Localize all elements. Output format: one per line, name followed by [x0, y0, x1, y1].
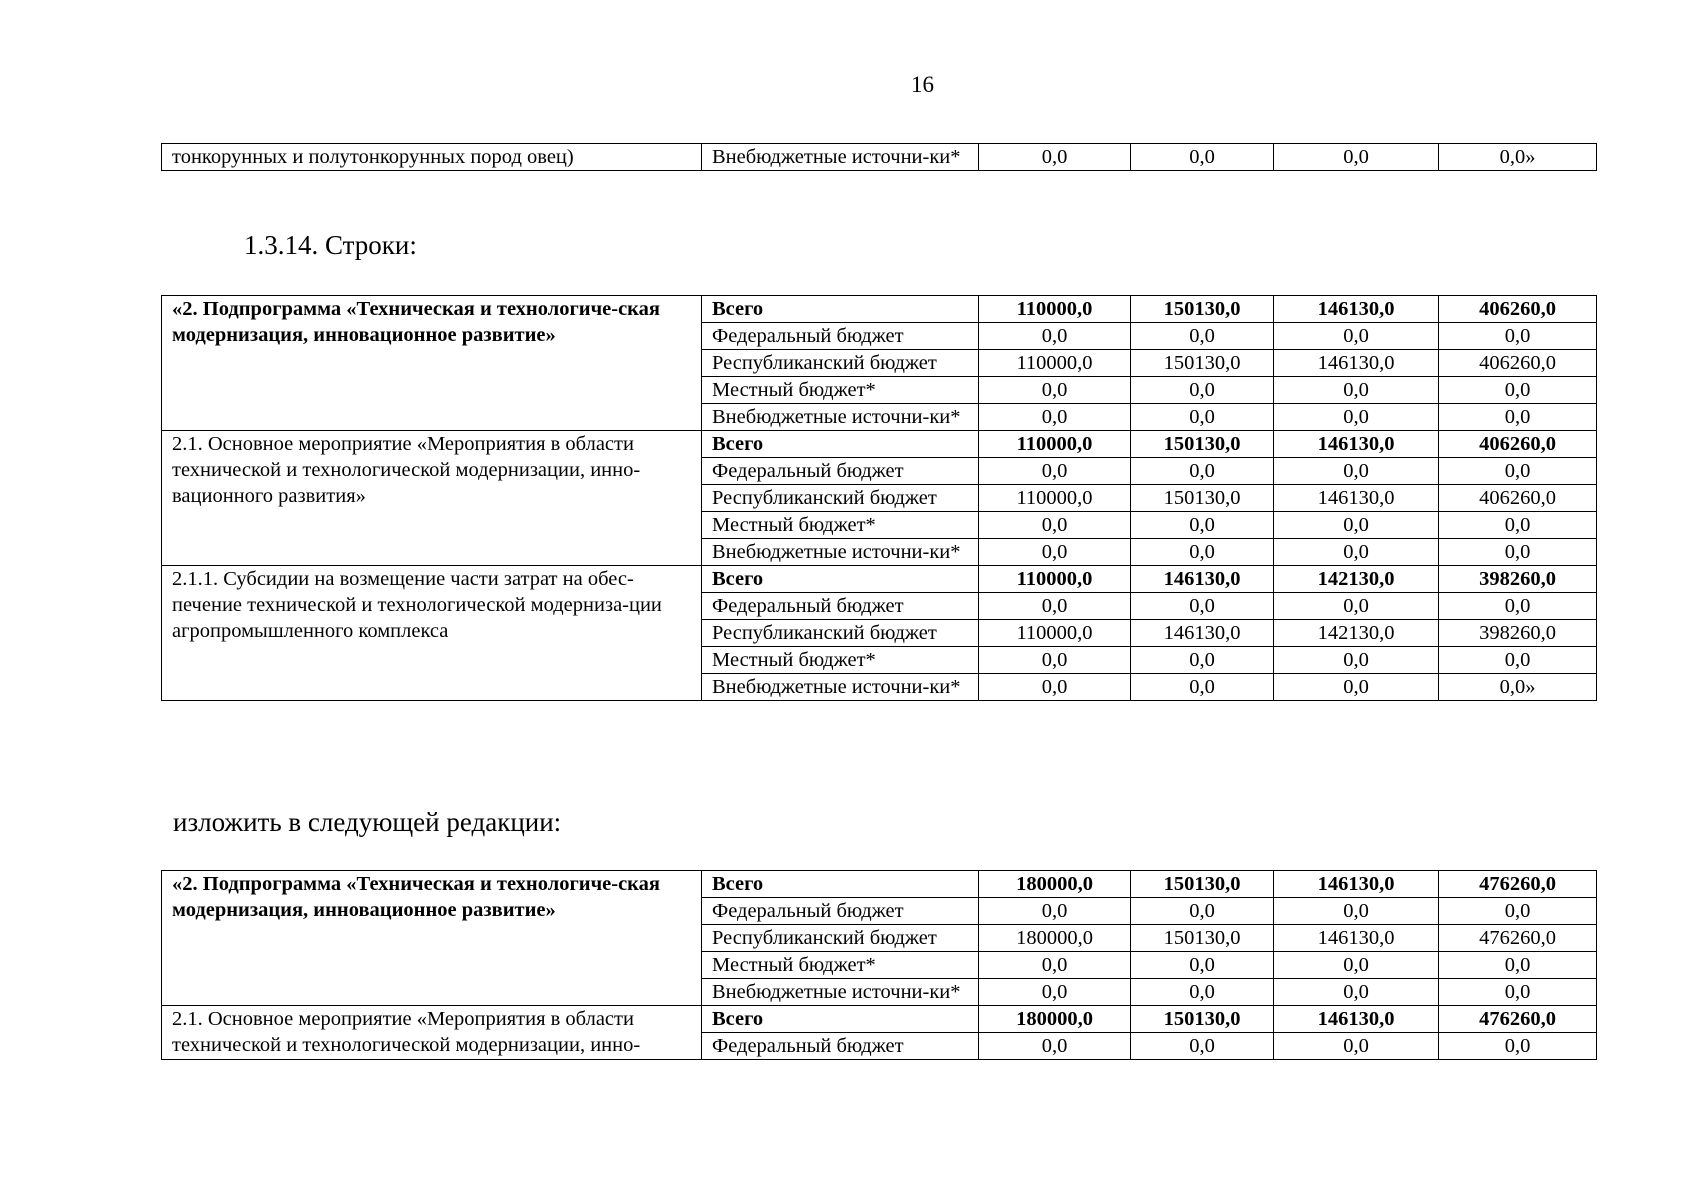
- funding-source-cell: Республиканский бюджет: [702, 620, 979, 647]
- value-cell: 0,0: [979, 952, 1131, 979]
- value-cell: 476260,0: [1439, 925, 1597, 952]
- funding-source-cell: Федеральный бюджет: [702, 593, 979, 620]
- funding-source-cell: Всего: [702, 871, 979, 898]
- value-cell: 0,0: [1274, 952, 1439, 979]
- value-cell: 0,0»: [1439, 674, 1597, 701]
- value-cell: 146130,0: [1274, 871, 1439, 898]
- event-name-cell: «2. Подпрограмма «Техническая и технологиче-ская модернизация, инновационное развитие»: [162, 871, 702, 1006]
- value-cell: 146130,0: [1274, 1006, 1439, 1033]
- old-rows-table: [161, 295, 1597, 701]
- funding-source-cell: Внебюджетные источни-ки*: [702, 674, 979, 701]
- value-cell: 0,0: [979, 539, 1131, 566]
- value-cell: 0,0: [1131, 952, 1274, 979]
- funding-source-cell: Внебюджетные источни-ки*: [702, 979, 979, 1006]
- value-cell: 0,0: [1131, 144, 1274, 171]
- value-cell: 0,0: [979, 979, 1131, 1006]
- funding-source-cell: Всего: [702, 1006, 979, 1033]
- value-cell: 180000,0: [979, 925, 1131, 952]
- value-cell: 0,0: [1274, 539, 1439, 566]
- value-cell: 150130,0: [1131, 1006, 1274, 1033]
- value-cell: 0,0: [979, 323, 1131, 350]
- value-cell: 0,0: [1274, 458, 1439, 485]
- value-cell: 0,0: [979, 512, 1131, 539]
- value-cell: 0,0: [1439, 647, 1597, 674]
- value-cell: 476260,0: [1439, 871, 1597, 898]
- value-cell: 0,0: [1131, 1033, 1274, 1060]
- value-cell: 0,0: [1439, 377, 1597, 404]
- value-cell: 110000,0: [979, 296, 1131, 323]
- value-cell: 110000,0: [979, 485, 1131, 512]
- value-cell: 0,0: [1274, 323, 1439, 350]
- value-cell: 0,0: [1131, 647, 1274, 674]
- value-cell: 0,0: [1439, 979, 1597, 1006]
- value-cell: 0,0: [1439, 404, 1597, 431]
- value-cell: 150130,0: [1131, 296, 1274, 323]
- funding-source-cell: Внебюджетные источни-ки*: [702, 539, 979, 566]
- value-cell: 150130,0: [1131, 431, 1274, 458]
- top-table-fragment: [161, 143, 1597, 171]
- value-cell: 146130,0: [1131, 620, 1274, 647]
- funding-source-cell: Местный бюджет*: [702, 647, 979, 674]
- value-cell: 146130,0: [1274, 431, 1439, 458]
- value-cell: 110000,0: [979, 566, 1131, 593]
- funding-source-cell: Республиканский бюджет: [702, 925, 979, 952]
- value-cell: 180000,0: [979, 871, 1131, 898]
- value-cell: 146130,0: [1274, 296, 1439, 323]
- event-name-cell: 2.1.1. Субсидии на возмещение части затрат на обес-печение технической и технологической модерниза-ции агропромышленного комплекса: [162, 566, 702, 701]
- value-cell: 0,0: [1274, 898, 1439, 925]
- value-cell: 0,0: [1131, 458, 1274, 485]
- funding-source-cell: Внебюджетные источни-ки*: [702, 404, 979, 431]
- event-name-cell: «2. Подпрограмма «Техническая и технологиче-ская модернизация, инновационное развитие»: [162, 296, 702, 431]
- value-cell: 0,0: [1274, 647, 1439, 674]
- table-row: [162, 431, 1597, 458]
- value-cell: 0,0: [1131, 674, 1274, 701]
- value-cell: 0,0: [1439, 458, 1597, 485]
- value-cell: 142130,0: [1274, 566, 1439, 593]
- table-row: [162, 296, 1597, 323]
- funding-source-cell: Республиканский бюджет: [702, 350, 979, 377]
- section-heading: изложить в следующей редакции:: [173, 807, 562, 837]
- value-cell: 146130,0: [1274, 350, 1439, 377]
- value-cell: 180000,0: [979, 1006, 1131, 1033]
- table-row: [162, 144, 1597, 171]
- value-cell: 0,0: [1131, 539, 1274, 566]
- value-cell: 110000,0: [979, 350, 1131, 377]
- funding-source-cell: Всего: [702, 296, 979, 323]
- table-row: [162, 1006, 1597, 1033]
- funding-source-cell: Внебюджетные источни-ки*: [702, 144, 979, 171]
- value-cell: 0,0: [979, 898, 1131, 925]
- funding-source-cell: Федеральный бюджет: [702, 1033, 979, 1060]
- event-name-cell: тонкорунных и полутонкорунных пород овец): [162, 144, 702, 171]
- value-cell: 0,0: [1274, 674, 1439, 701]
- section-heading: 1.3.14. Строки:: [244, 230, 417, 260]
- funding-source-cell: Федеральный бюджет: [702, 898, 979, 925]
- value-cell: 0,0: [1274, 979, 1439, 1006]
- value-cell: 476260,0: [1439, 1006, 1597, 1033]
- funding-source-cell: Федеральный бюджет: [702, 323, 979, 350]
- value-cell: 0,0: [1274, 1033, 1439, 1060]
- value-cell: 0,0: [1131, 377, 1274, 404]
- funding-source-cell: Местный бюджет*: [702, 512, 979, 539]
- value-cell: 0,0: [1439, 1033, 1597, 1060]
- value-cell: 0,0: [979, 377, 1131, 404]
- value-cell: 110000,0: [979, 620, 1131, 647]
- value-cell: 0,0»: [1439, 144, 1597, 171]
- value-cell: 142130,0: [1274, 620, 1439, 647]
- value-cell: 0,0: [979, 1033, 1131, 1060]
- value-cell: 0,0: [1439, 593, 1597, 620]
- value-cell: 398260,0: [1439, 566, 1597, 593]
- value-cell: 150130,0: [1131, 871, 1274, 898]
- funding-source-cell: Местный бюджет*: [702, 377, 979, 404]
- value-cell: 0,0: [979, 404, 1131, 431]
- value-cell: 146130,0: [1274, 485, 1439, 512]
- value-cell: 0,0: [1131, 323, 1274, 350]
- value-cell: 0,0: [1274, 593, 1439, 620]
- value-cell: 150130,0: [1131, 925, 1274, 952]
- value-cell: 0,0: [979, 674, 1131, 701]
- value-cell: 0,0: [979, 647, 1131, 674]
- value-cell: 0,0: [1131, 979, 1274, 1006]
- table-row: [162, 566, 1597, 593]
- funding-source-cell: Республиканский бюджет: [702, 485, 979, 512]
- value-cell: 0,0: [1439, 512, 1597, 539]
- value-cell: 0,0: [1274, 404, 1439, 431]
- value-cell: 0,0: [1274, 144, 1439, 171]
- value-cell: 0,0: [1131, 898, 1274, 925]
- value-cell: 406260,0: [1439, 350, 1597, 377]
- value-cell: 146130,0: [1131, 566, 1274, 593]
- value-cell: 406260,0: [1439, 296, 1597, 323]
- value-cell: 146130,0: [1274, 925, 1439, 952]
- value-cell: 0,0: [1131, 404, 1274, 431]
- value-cell: 406260,0: [1439, 431, 1597, 458]
- funding-source-cell: Федеральный бюджет: [702, 458, 979, 485]
- value-cell: 0,0: [1439, 539, 1597, 566]
- value-cell: 150130,0: [1131, 350, 1274, 377]
- table-row: [162, 871, 1597, 898]
- value-cell: 398260,0: [1439, 620, 1597, 647]
- value-cell: 0,0: [1439, 323, 1597, 350]
- page-number: 16: [911, 72, 934, 97]
- funding-source-cell: Всего: [702, 566, 979, 593]
- value-cell: 0,0: [1439, 898, 1597, 925]
- new-rows-table: [161, 870, 1597, 1060]
- value-cell: 406260,0: [1439, 485, 1597, 512]
- funding-source-cell: Всего: [702, 431, 979, 458]
- value-cell: 110000,0: [979, 431, 1131, 458]
- value-cell: 0,0: [1131, 512, 1274, 539]
- value-cell: 150130,0: [1131, 485, 1274, 512]
- value-cell: 0,0: [979, 144, 1131, 171]
- value-cell: 0,0: [1439, 952, 1597, 979]
- event-name-cell: 2.1. Основное мероприятие «Мероприятия в области технической и технологической модернизации, инно-вационного развития»: [162, 431, 702, 566]
- event-name-cell: 2.1. Основное мероприятие «Мероприятия в области технической и технологической модернизации, инно-: [162, 1006, 702, 1060]
- value-cell: 0,0: [979, 458, 1131, 485]
- value-cell: 0,0: [1274, 377, 1439, 404]
- value-cell: 0,0: [1274, 512, 1439, 539]
- value-cell: 0,0: [979, 593, 1131, 620]
- value-cell: 0,0: [1131, 593, 1274, 620]
- funding-source-cell: Местный бюджет*: [702, 952, 979, 979]
